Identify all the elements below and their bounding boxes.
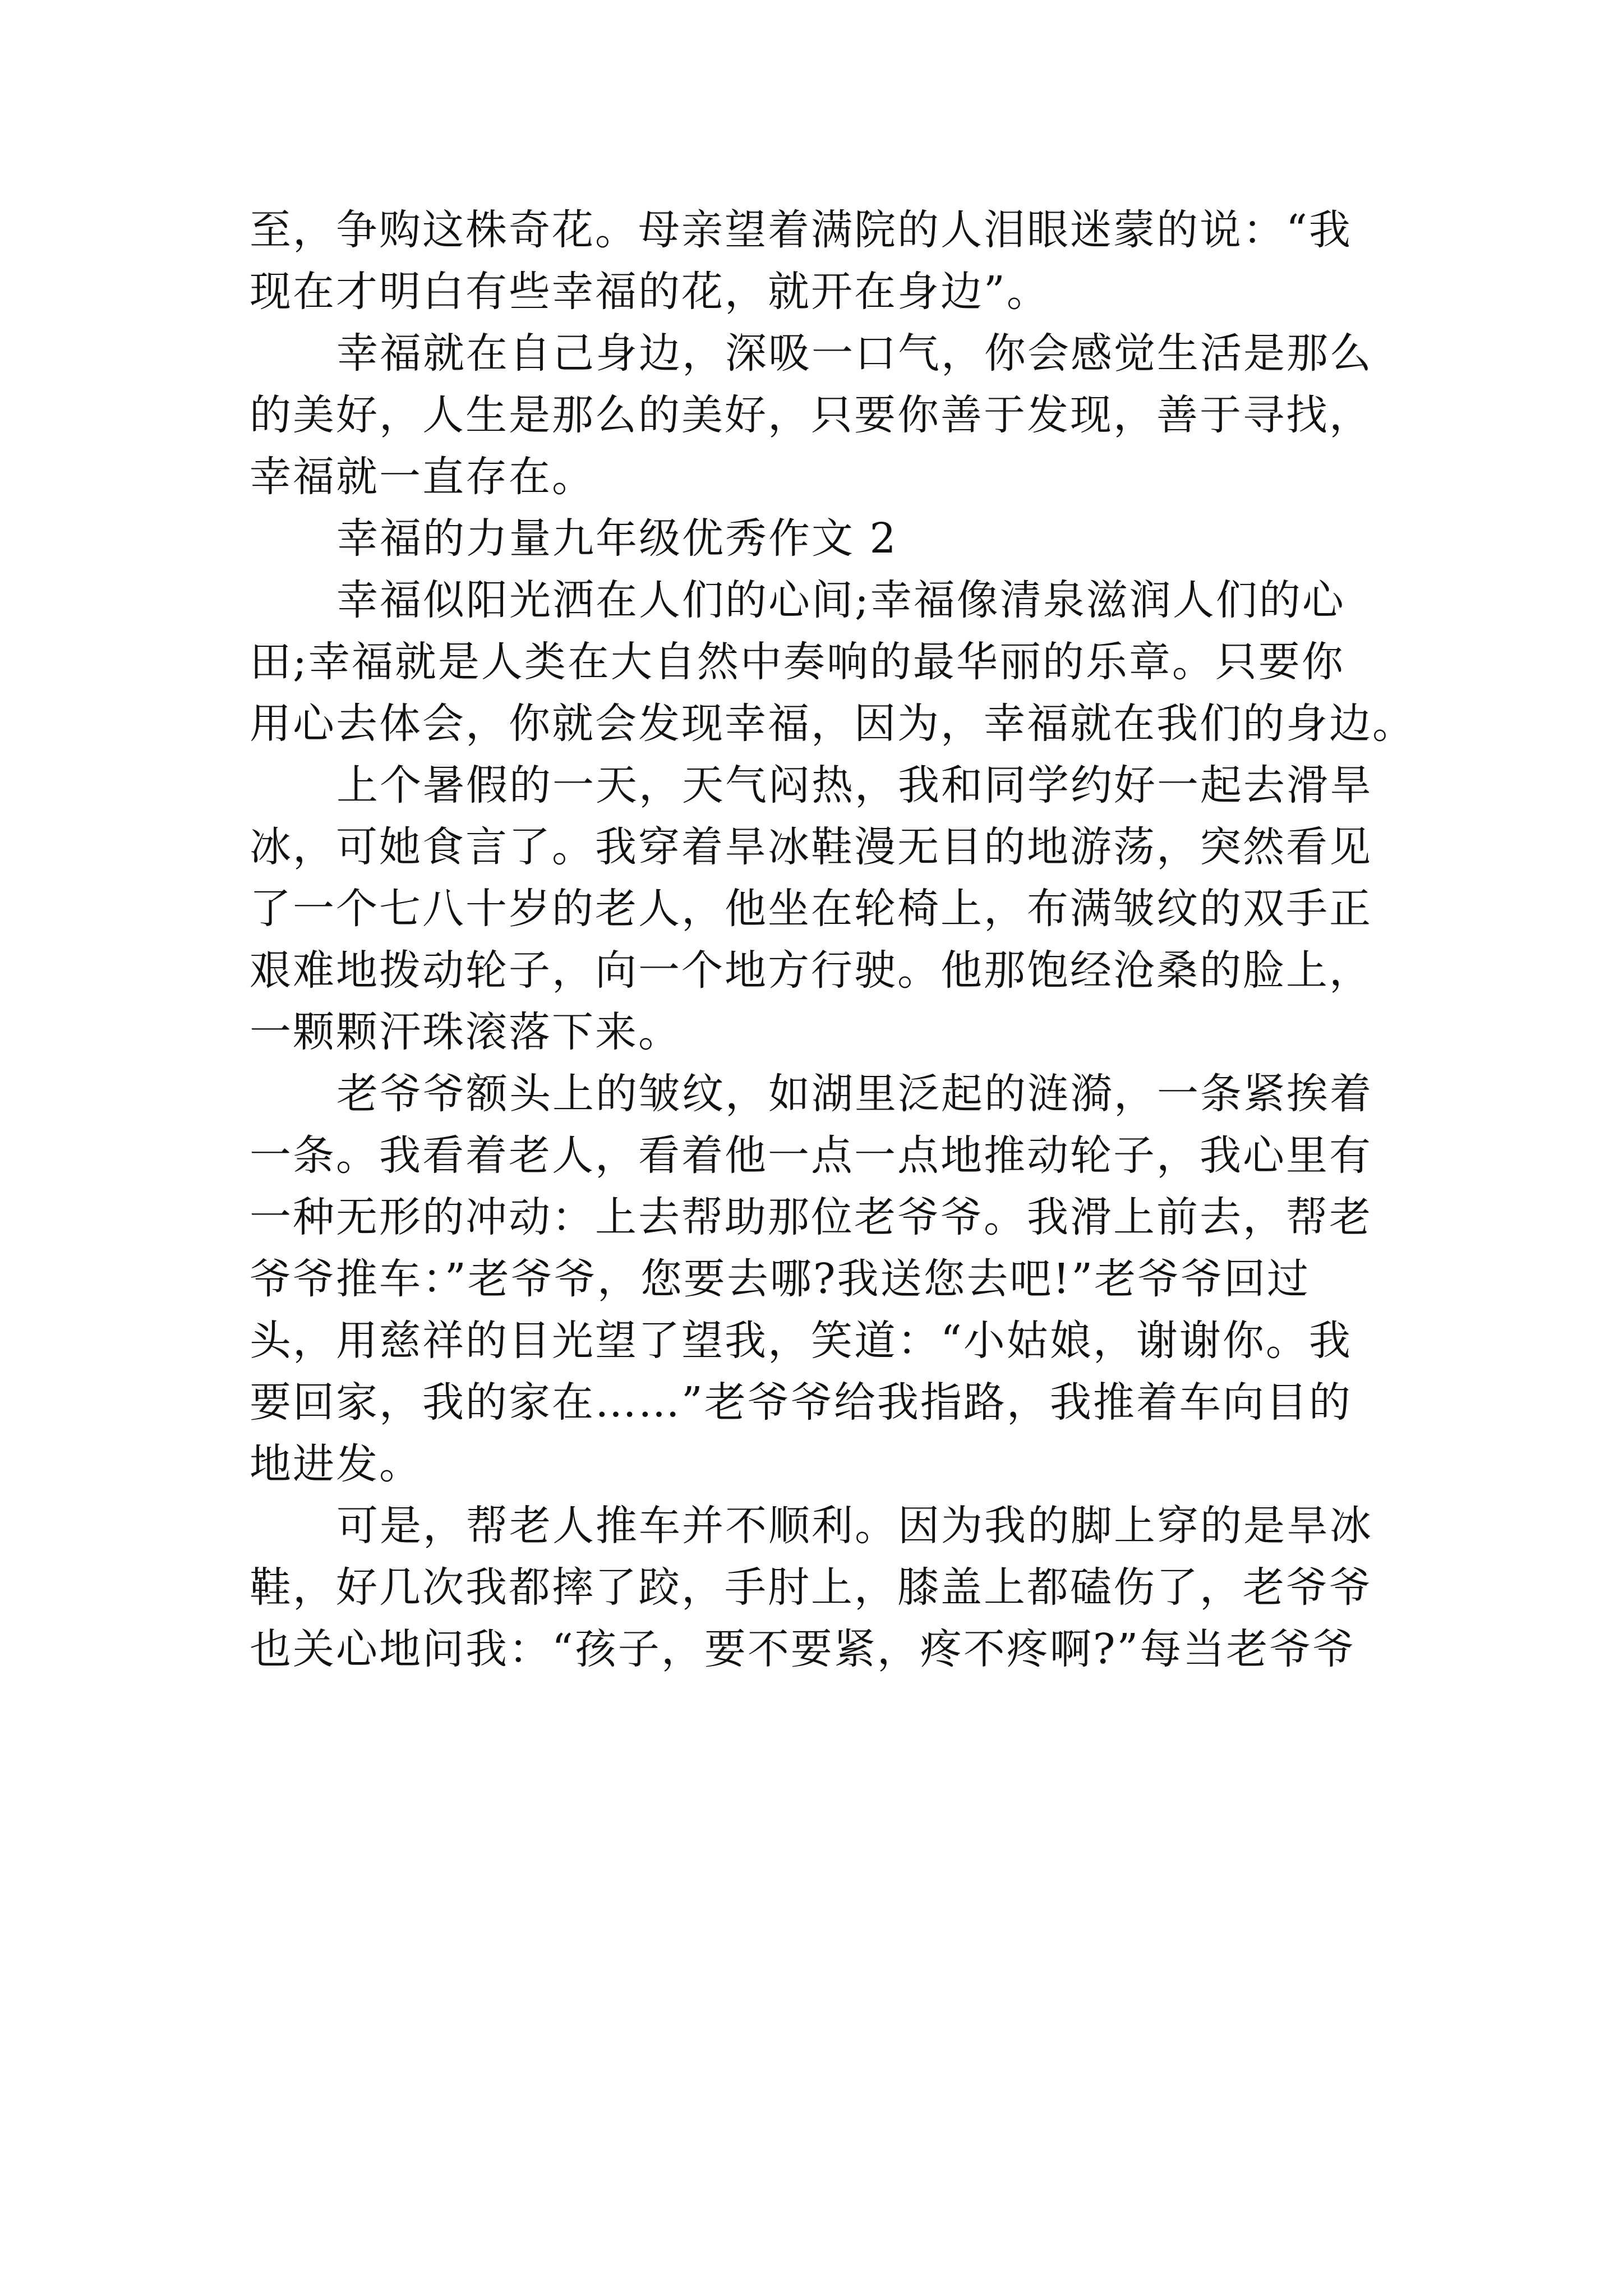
text-line: 了一个七八十岁的老人，他坐在轮椅上，布满皱纹的双手正 xyxy=(250,885,1372,933)
text-line: 现在才明白有些幸福的花，就开在身边”。 xyxy=(250,268,1050,316)
text-line: 冰，可她食言了。我穿着旱冰鞋漫无目的地游荡，突然看见 xyxy=(250,823,1372,871)
article-body xyxy=(250,199,1415,1680)
text-line: 头，用慈祥的目光望了望我，笑道：“小姑娘，谢谢你。我 xyxy=(250,1317,1352,1365)
text-line: 艰难地拨动轮子，向一个地方行驶。他那饱经沧桑的脸上， xyxy=(250,946,1372,995)
text-line: 一条。我看着老人，看着他一点一点地推动轮子，我心里有 xyxy=(250,1131,1372,1180)
paragraph-start-line: 可是，帮老人推车并不顺利。因为我的脚上穿的是旱冰 xyxy=(336,1502,1373,1550)
section-heading: 幸福的力量九年级优秀作文 2 xyxy=(336,514,898,563)
text-line: 一颗颗汗珠滚落下来。 xyxy=(250,1008,681,1056)
paragraph-start-line: 老爷爷额头上的皱纹，如湖里泛起的涟漪，一条紧挨着 xyxy=(336,1070,1373,1118)
text-line: 也关心地问我：“孩子，要不要紧，疼不疼啊?”每当老爷爷 xyxy=(250,1625,1356,1673)
text-line: 爷爷推车：”老爷爷，您要去哪?我送您去吧!”老爷爷回过 xyxy=(250,1255,1311,1303)
text-line: 鞋，好几次我都摔了跤，手肘上，膝盖上都磕伤了，老爷爷 xyxy=(250,1563,1372,1612)
text-line: 的美好，人生是那么的美好，只要你善于发现，善于寻找， xyxy=(250,391,1372,439)
text-line: 田;幸福就是人类在大自然中奏响的最华丽的乐章。只要你 xyxy=(250,638,1345,686)
text-line: 至，争购这株奇花。母亲望着满院的人泪眼迷蒙的说：“我 xyxy=(250,206,1352,254)
paragraph-start-line: 幸福似阳光洒在人们的心间;幸福像清泉滋润人们的心 xyxy=(336,576,1345,624)
text-line: 用心去体会，你就会发现幸福，因为，幸福就在我们的身边。 xyxy=(250,700,1415,748)
text-line: 一种无形的冲动：上去帮助那位老爷爷。我滑上前去，帮老 xyxy=(250,1193,1372,1241)
text-line: 幸福就一直存在。 xyxy=(250,453,595,501)
paragraph-start-line: 幸福就在自己身边，深吸一口气，你会感觉生活是那么 xyxy=(336,329,1373,378)
text-line: 要回家，我的家在……”老爷爷给我指路，我推着车向目的 xyxy=(250,1378,1352,1427)
paragraph-start-line: 上个暑假的一天，天气闷热，我和同学约好一起去滑旱 xyxy=(336,761,1373,809)
text-line: 地进发。 xyxy=(250,1440,422,1488)
